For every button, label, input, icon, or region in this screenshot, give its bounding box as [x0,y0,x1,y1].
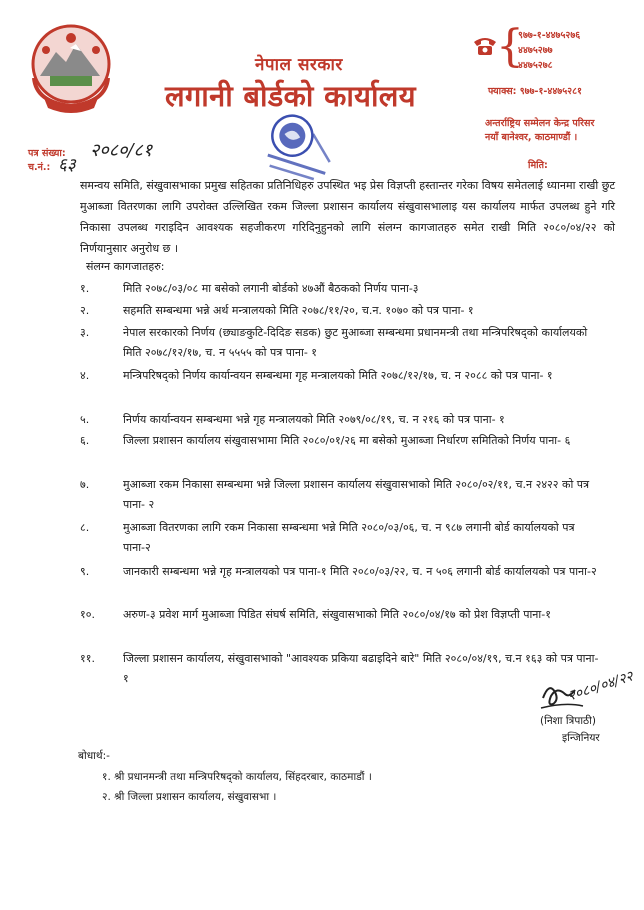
signature-icon [535,652,644,722]
item-text: मुआब्जा रकम निकासा सम्बन्धमा भन्ने जिल्ला प्रशासन कार्यालय संखुवासभाको मिति २०८०/०२/११, च.न २४२२ को पत्र पाना- २ [123,478,590,511]
intro-paragraph: समन्वय समिति, संखुवासभाका प्रमुख सहितका प्रतिनिधिहरु उपस्थित भइ प्रेस विज्ञप्ती हस्तान्तर गरेका विषय समेतलाई ध्यानमा राखी छुट मुआब्जा वितरणका लागि उपरोक्त उल्लिखित रकम जिल्ला प्रशासन कार्यालय संखुवासभालाइ यस कार्यालय मार्फत उपलब्ध हुने गरि निकासा उपलब्ध गराइदिन आवश्यक सहजीकरण गरिदिनुहुनको लागि संलग्न कागजातहरु समेत राखी मिति २०८०/०४/२२ को निर्णयानुसार अनुरोध छ । [80,179,615,255]
item-text: जिल्ला प्रशासन कार्यालय, संखुवासभाको "आवश्यक प्रकिया बढाइदिने बारे" मिति २०८०/०४/१९, च.न १६३ को पत्र पाना- १ [123,652,599,685]
item-text: जिल्ला प्रशासन कार्यालय संखुवासभामा मिति २०८०/०१/२६ मा बसेको मुआब्जा निर्धारण समितिको निर्णय पाना- ६ [123,434,571,447]
telephone-icon [472,34,498,56]
government-name: नेपाल सरकार [255,55,343,75]
dispatch-number-value: ६३ [58,155,76,175]
cc-label: बोधार्थ:- [78,750,110,762]
item-number: ५. [80,413,90,426]
fax-number: फ्याक्स: ९७७-१-४४७५२८१ [488,86,582,97]
cc-item: १. श्री प्रधानमन्त्री तथा मन्त्रिपरिषद्को कार्यालय, सिंहदरबार, काठमाडौं । [102,771,372,783]
phone-number: ४४७५२७८ [518,60,553,71]
item-text: नेपाल सरकारको निर्णय (छ्याङकुटि-दिदिङ सडक) छुट मुआब्जा सम्बन्धमा प्रधानमन्त्री तथा मन्त्रिपरिषद्को कार्यालयको मिति २०७८/१२/१७, च. न ५५५५ को पत्र पाना- १ [123,326,588,359]
nepal-emblem-icon [26,18,116,114]
item-text: सहमति सम्बन्धमा भन्ने अर्थ मन्त्रालयको मिति २०७८/११/२०, च.न. १०७० को पत्र पाना- १ [123,304,474,317]
item-number: २. [80,304,90,317]
item-number: ११. [80,652,95,665]
item-number: १०. [80,608,95,621]
item-number: १. [80,282,90,295]
letter-number-label: पत्र संख्या: [28,148,66,159]
item-number: ६. [80,434,90,447]
address-line-2: नयाँ बानेश्वर, काठमाण्डौं । [485,132,578,143]
item-text: निर्णय कार्यान्वयन सम्बन्धमा भन्ने गृह मन्त्रालयको मिति २०७९/०८/१९, च. न २१६ को पत्र पाना- १ [123,413,505,426]
attachments-heading: संलग्न कागजातहरु: [86,260,165,273]
item-number: ४. [80,369,90,382]
signatory-name: (निशा त्रिपाठी) [540,715,596,727]
date-label: मिति: [528,160,548,171]
phone-number: ४४७५२७७ [518,45,553,56]
signatory-title: इन्जिनियर [562,732,600,744]
item-number: ८. [80,521,90,534]
office-name: लगानी बोर्डको कार्यालय [165,79,416,113]
dispatch-number-label: च.नं.: [28,162,51,173]
item-number: ७. [80,478,90,491]
item-number: ३. [80,326,90,339]
brace-icon: { [496,21,524,72]
item-text: मुआब्जा वितरणका लागि रकम निकासा सम्बन्धमा भन्ने मिति २०८०/०३/०६, च. न ९८७ लगानी बोर्ड कार्यालयको पत्र पाना-२ [123,521,575,554]
item-text: मन्त्रिपरिषद्को निर्णय कार्यान्वयन सम्बन्धमा गृह मन्त्रालयको मिति २०७८/१२/१७, च. न २०८८ को पत्र पाना- १ [123,369,553,382]
signature-date: २०८०/०४/२२ [565,668,636,705]
phone-block [472,21,622,74]
item-text: जानकारी सम्बन्धमा भन्ने गृह मन्त्रालयको पत्र पाना-१ मिति २०८०/०३/२२, च. न ५०६ लगानी बोर्ड कार्यालयको पत्र पाना-२ [123,565,597,578]
letter-number-value: २०८०/८१ [90,140,153,161]
office-stamp-icon [260,112,344,184]
cc-item: २. श्री जिल्ला प्रशासन कार्यालय, संखुवासभा । [102,791,277,803]
address-line-1: अन्तर्राष्ट्रिय सम्मेलन केन्द्र परिसर [485,118,595,129]
phone-number: ९७७-१-४४७५२७६ [518,30,581,41]
item-number: ९. [80,565,90,578]
item-text: मिति २०७८/०३/०८ मा बसेको लगानी बोर्डको ४७औं बैठकको निर्णय पाना-३ [123,282,419,295]
item-text: अरुण-३ प्रवेश मार्ग मुआब्जा पिडित संघर्ष समिति, संखुवासभाको मिति २०८०/०४/१७ को प्रेश विज्ञप्ती पाना-१ [123,608,551,621]
